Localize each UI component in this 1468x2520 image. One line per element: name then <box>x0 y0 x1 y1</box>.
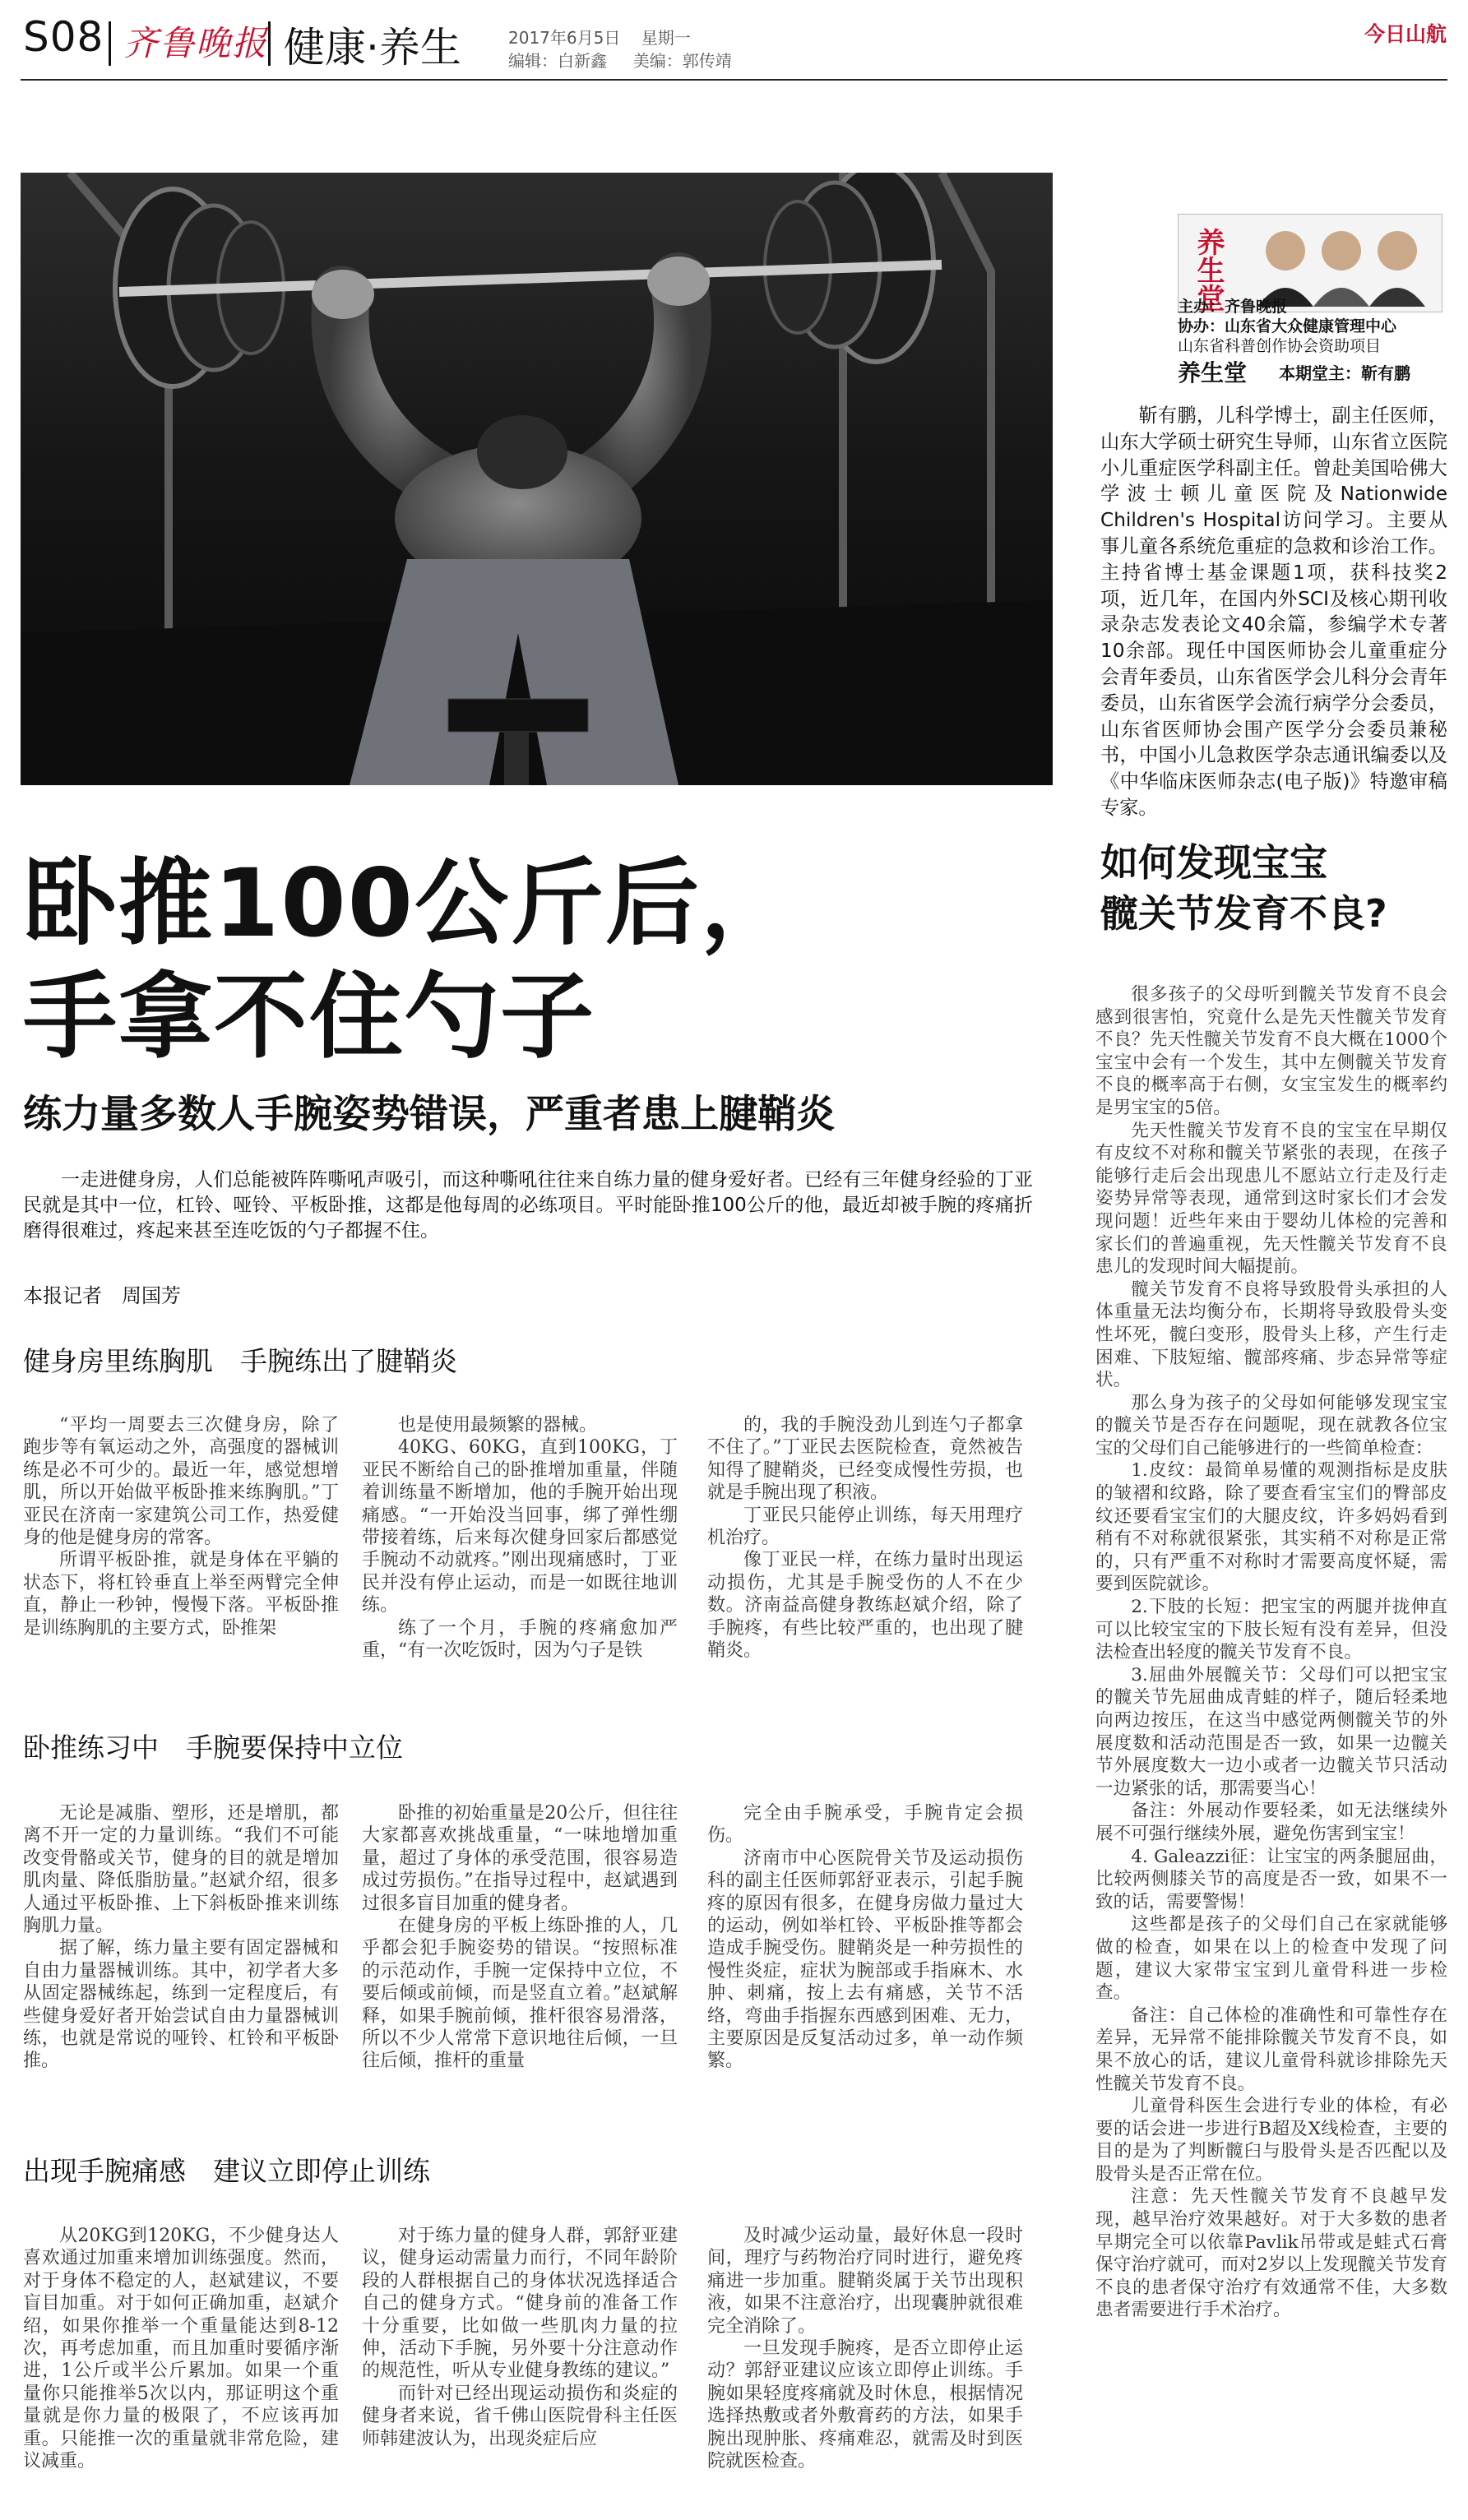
paragraph: 据了解，练力量主要有固定器械和自由力量器械训练。其中，初学者大多从固定器械练起，练到一定程度后，有些健身爱好者开始尝试自由力量器械训练，也就是常说的哑铃、杠铃和平板卧推。 <box>23 1938 339 2072</box>
article-column <box>23 1414 339 1639</box>
paragraph: 先天性髋关节发育不良的宝宝在早期仅有皮纹不对称和髋关节紧张的表现，在孩子能够行走后会出现患儿不愿站立行走及行走姿势异常等表现，通常到这时家长们才会发现问题！近些年来由于婴幼儿体检的完善和家长们的普遍重视，先天性髋关节发育不良患儿的发现时间大幅提前。 <box>1095 1120 1447 1278</box>
side-title-line-2: 髋关节发育不良? <box>1100 891 1387 936</box>
today-brand: 今日山航 <box>1364 22 1447 46</box>
article-column <box>362 2225 678 2450</box>
article-column <box>707 2225 1023 2472</box>
paragraph: 3.屈曲外展髋关节：父母们可以把宝宝的髋关节先屈曲成青蛙的样子，随后轻柔地向两边按压，在这当中感觉两侧髋关节的外展度数和活动范围是否一致，如果一边髋关节外展度数大一边小或者一边髋关节只活动一边紧张的话，那需要当心！ <box>1095 1664 1447 1799</box>
column-name: 养生堂 <box>1178 359 1248 386</box>
side-article-body <box>1095 983 1447 2322</box>
section-heading: 健身房里练胸肌 手腕练出了腱鞘炎 <box>23 1345 457 1377</box>
paragraph: 无论是减脂、塑形，还是增肌，都离不开一定的力量训练。“我们不可能改变骨骼或关节，健身的目的就是增加肌肉量、降低脂肪量。”赵斌介绍，很多人通过平板卧推、上下斜板卧推来训练胸肌力量。 <box>23 1803 339 1937</box>
project-credit: 山东省科普创作协会资助项目 <box>1178 337 1382 355</box>
section-title: 健康·养生 <box>284 24 461 72</box>
paragraph: 髋关节发育不良将导致股骨头承担的人体重量无法均衡分布，长期将导致股骨头变性坏死，髋臼变形，股骨头上移，产生行走困难、下肢短缩、髋部疼痛、步态异常等症状。 <box>1095 1278 1447 1391</box>
paragraph: 备注：外展动作要轻柔，如无法继续外展不可强行继续外展，避免伤害到宝宝！ <box>1095 1801 1447 1844</box>
paragraph: “平均一周要去三次健身房，除了跑步等有氧运动之外，高强度的器械训练是必不可少的。最近一年，感觉想增肌，所以开始做平板卧推来练胸肌。”丁亚民在济南一家建筑公司工作，热爱健身的他是健身房的常客。 <box>23 1415 339 1549</box>
subheadline: 练力量多数人手腕姿势错误，严重者患上腱鞘炎 <box>23 1092 835 1137</box>
masthead-divider <box>268 21 271 66</box>
section-heading: 出现手腕痛感 建议立即停止训练 <box>23 2155 430 2187</box>
paragraph: 从20KG到120KG，不少健身达人喜欢通过加重来增加训练强度。然而，对于身体不稳定的人，赵斌建议，不要盲目加重。对于如何正确加重，赵斌介绍，如果你推举一个重量能达到8-12次，再考虑加重，而且加重时要循序渐进，1公斤或半公斤累加。如果一个重量你只能推举5次以内，那证明这个重量就是你力量的极限了，不应该再加重。只能推一次的重量就非常危险，建议减重。 <box>23 2226 339 2472</box>
side-article-title <box>1100 837 1387 939</box>
paragraph: 丁亚民只能停止训练，每天用理疗机治疗。 <box>707 1505 1023 1549</box>
article-column <box>23 2225 339 2472</box>
paragraph: 注意：先天性髋关节发育不良越早发现，越早治疗效果越好。对于大多数的患者早期完全可以依靠Pavlik吊带或是蛙式石膏保守治疗就可，而对2岁以上发现髋关节发育不良的患者保守治疗有效通常不佳，大多数患者需要进行手术治疗。 <box>1095 2186 1447 2321</box>
paragraph: 在健身房的平板上练卧推的人，几乎都会犯手腕姿势的错误。“按照标准的示范动作，手腕一定保持中立位，不要后倾或前倾，而是竖直立着。”赵斌解释，如果手腕前倾，推杆很容易滑落，所以不少人常常下意识地往后倾，一旦往后倾，推杆的重量 <box>362 1916 678 2072</box>
article-column <box>362 1802 678 2073</box>
reporter-byline: 本报记者 周国芳 <box>23 1284 181 1307</box>
paragraph: 40KG、60KG，直到100KG，丁亚民不断给自己的卧推增加重量，伴随着训练量不断增加，他的手腕开始出现痛感。“一开始没当回事，绑了弹性绷带接着练，后来每次健身回家后都感觉手腕动不动就疼。”刚出现痛感时，丁亚民并没有停止运动，而是一如既往地训练。 <box>362 1437 678 1616</box>
designer-credit: 美编：郭传靖 <box>632 51 732 71</box>
co-host-credit: 协办：山东省大众健康管理中心 <box>1178 317 1397 335</box>
paragraph: 像丁亚民一样，在练力量时出现运动损伤，尤其是手腕受伤的人不在少数。济南益高健身教练赵斌介绍，除了手腕疼，有些比较严重的，也出现了腱鞘炎。 <box>707 1550 1023 1662</box>
paragraph: 济南市中心医院骨关节及运动损伤科的副主任医师郭舒亚表示，引起手腕疼的原因有很多，在健身房做力量过大的运动，例如举杠铃、平板卧推等都会造成手腕受伤。腱鞘炎是一种劳损性的慢性炎症，症状为腕部或手指麻木、水肿、刺痛，按上去有痛感，关节不活络，弯曲手指握东西感到困难、无力，主要原因是反复活动过多，单一动作频繁。 <box>707 1847 1023 2072</box>
headline <box>23 847 796 1074</box>
paragraph: 所谓平板卧推，就是身体在平躺的状态下，将杠铃垂直上举至两臂完全伸直，静止一秒钟，慢慢下落。平板卧推是训练胸肌的主要方式，卧推架 <box>23 1550 339 1639</box>
column-editor: 本期堂主：靳有鹏 <box>1279 363 1410 383</box>
issue-date-line <box>508 25 691 49</box>
paragraph: 很多孩子的父母听到髋关节发育不良会感到很害怕，究竟什么是先天性髋关节发育不良？先天性髋关节发育不良大概在1000个宝宝中会有一个发生，其中左侧髋关节发育不良的概率高于右侧，女宝宝发生的概率约是男宝宝的5倍。 <box>1095 984 1447 1118</box>
page-number: S08 <box>23 13 104 61</box>
column-logo: 养生堂 <box>1192 228 1225 312</box>
paragraph: 儿童骨科医生会进行专业的体检，有必要的话会进一步进行B超及X线检查，主要的目的是为了判断髋臼与股骨头是否匹配以及股骨头是否正常在位。 <box>1095 2096 1447 2185</box>
host-credit: 主办：齐鲁晚报 <box>1178 298 1288 316</box>
bench-press-photo <box>21 173 1053 785</box>
paragraph: 那么身为孩子的父母如何能够发现宝宝的髋关节是否存在问题呢，现在就教各位宝宝的父母们自己能够进行的一些简单检查： <box>1095 1392 1447 1459</box>
paragraph: 4. Galeazzi征：让宝宝的两条腿屈曲，比较两侧膝关节的高度是否一致，如果不一致的话，需要警惕！ <box>1095 1846 1447 1912</box>
issue-weekday: 星期一 <box>641 28 691 48</box>
paragraph: 而针对已经出现运动损伤和炎症的健身者来说，省千佛山医院骨科主任医师韩建波认为，出现炎症后应 <box>362 2383 678 2449</box>
issue-date: 2017年6月5日 <box>508 28 621 48</box>
article-column <box>707 1414 1023 1662</box>
paragraph: 1.皮纹：最简单易懂的观测指标是皮肤的皱褶和纹路，除了要查看宝宝们的臀部皮纹还要看宝宝们的大腿皮纹，许多妈妈看到稍有不对称就很紧张，其实稍不对称是正常的，只有严重不对称时才需要高度怀疑，需要到医院就诊。 <box>1095 1460 1447 1595</box>
paper-name-logo: 齐鲁晚报 <box>123 23 269 63</box>
masthead-rule <box>21 79 1447 81</box>
paragraph: 卧推的初始重量是20公斤，但往往大家都喜欢挑战重量，“一味地增加重量，超过了身体的承受范围，很容易造成过劳损伤。”在指导过程中，赵斌遇到过很多盲目加重的健身者。 <box>362 1803 678 1914</box>
paragraph: 备注：自己体检的准确性和可靠性存在差异，无异常不能排除髋关节发育不良，如果不放心的话，建议儿童骨科就诊排除先天性髋关节发育不良。 <box>1095 2004 1447 2094</box>
credits-line <box>508 48 732 72</box>
editor-credit: 编辑：白新鑫 <box>508 51 607 71</box>
paragraph: 2.下肢的长短：把宝宝的两腿并拢伸直可以比较宝宝的下肢长短有没有差异，但没法检查出轻度的髋关节发育不良。 <box>1095 1597 1447 1663</box>
paragraph: 完全由手腕承受，手腕肯定会损伤。 <box>707 1803 1023 1847</box>
paragraph: 一旦发现手腕疼，是否立即停止运动？郭舒亚建议应该立即停止训练。手腕如果轻度疼痛就及时休息，根据情况选择热敷或者外敷膏药的方法，如果手腕出现肿胀、疼痛难忍，就需及时到医院就医检查。 <box>707 2338 1023 2472</box>
article-column <box>23 1802 339 2073</box>
lead-paragraph: 一走进健身房，人们总能被阵阵嘶吼声吸引，而这种嘶吼往往来自练力量的健身爱好者。已经有三年健身经验的丁亚民就是其中一位，杠铃、哑铃、平板卧推，这都是他每周的必练项目。平时能卧推100公斤的他，最近却被手腕的疼痛折磨得很难过，疼起来甚至连吃饭的勺子都握不住。 <box>23 1169 1033 1242</box>
paragraph: 及时减少运动量，最好休息一段时间，理疗与药物治疗同时进行，避免疼痛进一步加重。腱鞘炎属于关节出现积液，如果不注意治疗，出现囊肿就很难完全消除了。 <box>707 2226 1023 2337</box>
paragraph: 这些都是孩子的父母们自己在家就能够做的检查，如果在以上的检查中发现了问题，建议大家带宝宝到儿童骨科进一步检查。 <box>1095 1914 1447 2004</box>
section-heading: 卧推练习中 手腕要保持中立位 <box>23 1732 403 1764</box>
side-title-line-1: 如何发现宝宝 <box>1100 840 1327 885</box>
paragraph: 对于练力量的健身人群，郭舒亚建议，健身运动需量力而行，不同年龄阶段的人群根据自己的身体状况选择适合自己的健身方式。“健身前的准备工作十分重要，比如做一些肌肉力量的拉伸，活动下手腕，另外要十分注意动作的规范性，听从专业健身教练的建议。” <box>362 2226 678 2382</box>
paragraph: 也是使用最频繁的器械。 <box>398 1415 598 1436</box>
paragraph: 练了一个月，手腕的疼痛愈加严重，“有一次吃饭时，因为勺子是铁 <box>362 1617 678 1662</box>
headline-line-2: 手拿不住勺子 <box>23 962 596 1071</box>
masthead-divider <box>109 21 111 66</box>
paragraph: 的，我的手腕没劲儿到连勺子都拿不住了。”丁亚民去医院检查，竟然被告知得了腱鞘炎，已经变成慢性劳损，也就是手腕出现了积液。 <box>707 1415 1023 1504</box>
article-column <box>362 1414 678 1662</box>
article-column <box>707 1802 1023 2073</box>
expert-bio: 靳有鹏，儿科学博士，副主任医师，山东大学硕士研究生导师，山东省立医院小儿重症医学科副主任。曾赴美国哈佛大学波士顿儿童医院及Nationwide Children's Hospital访问学习。主要从事儿童各系统危重症的急救和诊治工作。主持省博士基金课题1项，获科技奖2项，近几年，在国内外SCI及核心期刊收录杂志发表论文40余篇，参编学术专著10余部。现任中国医师协会儿童重症分会青年委员，山东省医学会儿科分会青年委员，山东省医学会流行病学分会委员，山东省医师协会围产医学分会委员兼秘书，中国小儿急救医学杂志通讯编委以及《中华临床医师杂志(电子版)》特邀审稿专家。 <box>1100 405 1447 819</box>
weightlifter-illustration <box>21 173 1053 785</box>
headline-line-1: 卧推100公斤后， <box>23 848 796 958</box>
